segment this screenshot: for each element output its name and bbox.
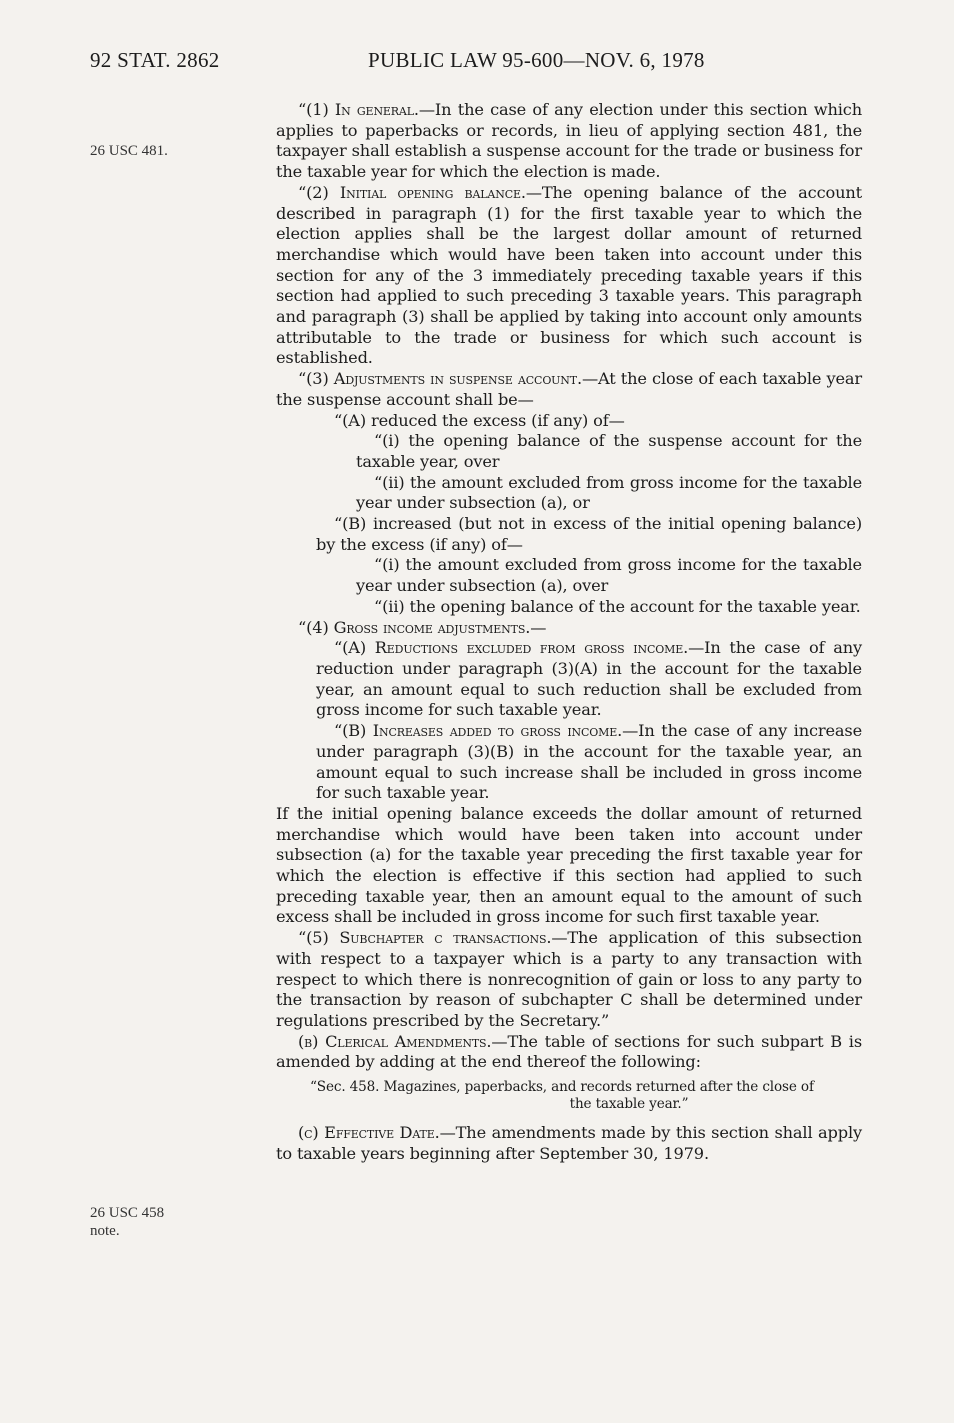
clause-3B-i: “(i) the amount excluded from gross income for the taxable year under subsection (a), over [356,555,862,596]
clause-3A-i: “(i) the opening balance of the suspense account for the taxable year, over [356,431,862,471]
paragraph-heading: “(5) Subchapter c transactions. [298,928,552,948]
subsection-heading: (b) Clerical Amendments. [298,1031,492,1051]
clause-3A-ii: “(ii) the amount excluded from gross income for the taxable year under subsection (a), or [356,472,862,513]
subparagraph-heading: “(B) Increases added to gross income. [334,721,623,741]
paragraph-heading: “(3) Adjustments in suspense account. [298,369,582,389]
subparagraph-heading: “(A) Reductions excluded from gross income. [334,638,689,658]
paragraph-heading: “(2) Initial opening balance. [298,182,526,202]
subparagraph-3A: “(A) reduced the excess (if any) of— [334,410,625,430]
paragraph-4: “(4) Gross income adjustments.— [298,617,547,637]
page-header [90,48,870,78]
table-of-sections-entry: “Sec. 458. Magazines, paperbacks, and records returned after the close of the taxable year.” [310,1079,814,1113]
subsection-c: (c) Effective Date.—The amendments made by this section shall apply to taxable years beginning after September 30, 1979. [276,1123,862,1163]
subparagraph-4A: “(A) Reductions excluded from gross income.—In the case of any reduction under paragraph (3)(A) in the account for the taxable year, an amount equal to such reduction shall be excluded from gross income for such taxable year. [316,638,862,720]
paragraph-3 [276,369,862,410]
margin-note-usc458: 26 USC 458 note. [90,1205,165,1239]
paragraph-2 [276,183,862,369]
statute-body [276,100,862,1164]
stat-reference: 92 STAT. 2862 [90,48,220,72]
margin-note-usc481: 26 USC 481. [90,143,168,159]
paragraph-text: —In the case of any election under this section which applies to paperbacks or records, in lieu of applying section 481, the taxpayer shall establish a suspense account for the trade or business for the taxable year for which the election is made. [276,100,862,182]
paragraph-text: —The opening balance of the account described in paragraph (1) for the first taxable year to which the election applies shall be the largest dollar amount of returned merchandise which would have been taken into account under this section for any of the 3 immediately preceding taxable years if this section had applied to such preceding 3 taxable years. This paragraph and paragraph (3) shall be applied by taking into account only amounts attributable to the trade or business for which such account is established. [276,182,862,368]
paragraph-heading: “(4) Gross income adjustments. [298,617,531,637]
paragraph-4-flush-text: If the initial opening balance exceeds the dollar amount of returned merchandise which would have been taken into account under subsection (a) for the taxable year preceding the first taxable year for which the election is effective if this section had applied to such preceding taxable year, then an amount equal to the amount of such excess shall be included in gross income for such first taxable year. [276,803,862,927]
law-title: PUBLIC LAW 95-600—NOV. 6, 1978 [368,48,705,72]
paragraph-text: —At the close of each taxable year the suspense account shall be— [276,369,862,409]
paragraph-heading: “(1) In general. [298,100,419,119]
subparagraph-4B: “(B) Increases added to gross income.—In the case of any increase under paragraph (3)(B) in the account for the taxable year, an amount equal to such increase shall be included in gross income for such taxable year. [316,721,862,803]
paragraph-1 [276,100,862,183]
subsection-b: (b) Clerical Amendments.—The table of sections for such subpart B is amended by adding at the end thereof the following: [276,1031,862,1072]
clause-3B-ii: “(ii) the opening balance of the account for the taxable year. [374,596,861,616]
paragraph-5: “(5) Subchapter c transactions.—The application of this subsection with respect to a taxpayer which is a party to any transaction with respect to which there is nonrecognition of gain or loss to any party to the transaction by reason of subchapter C shall be determined under regulations prescribed by the Secretary.” [276,928,862,1030]
subsection-heading: (c) Effective Date. [298,1123,440,1143]
subparagraph-3B: “(B) increased (but not in excess of the initial opening balance) by the excess (if any) of— [316,514,862,554]
